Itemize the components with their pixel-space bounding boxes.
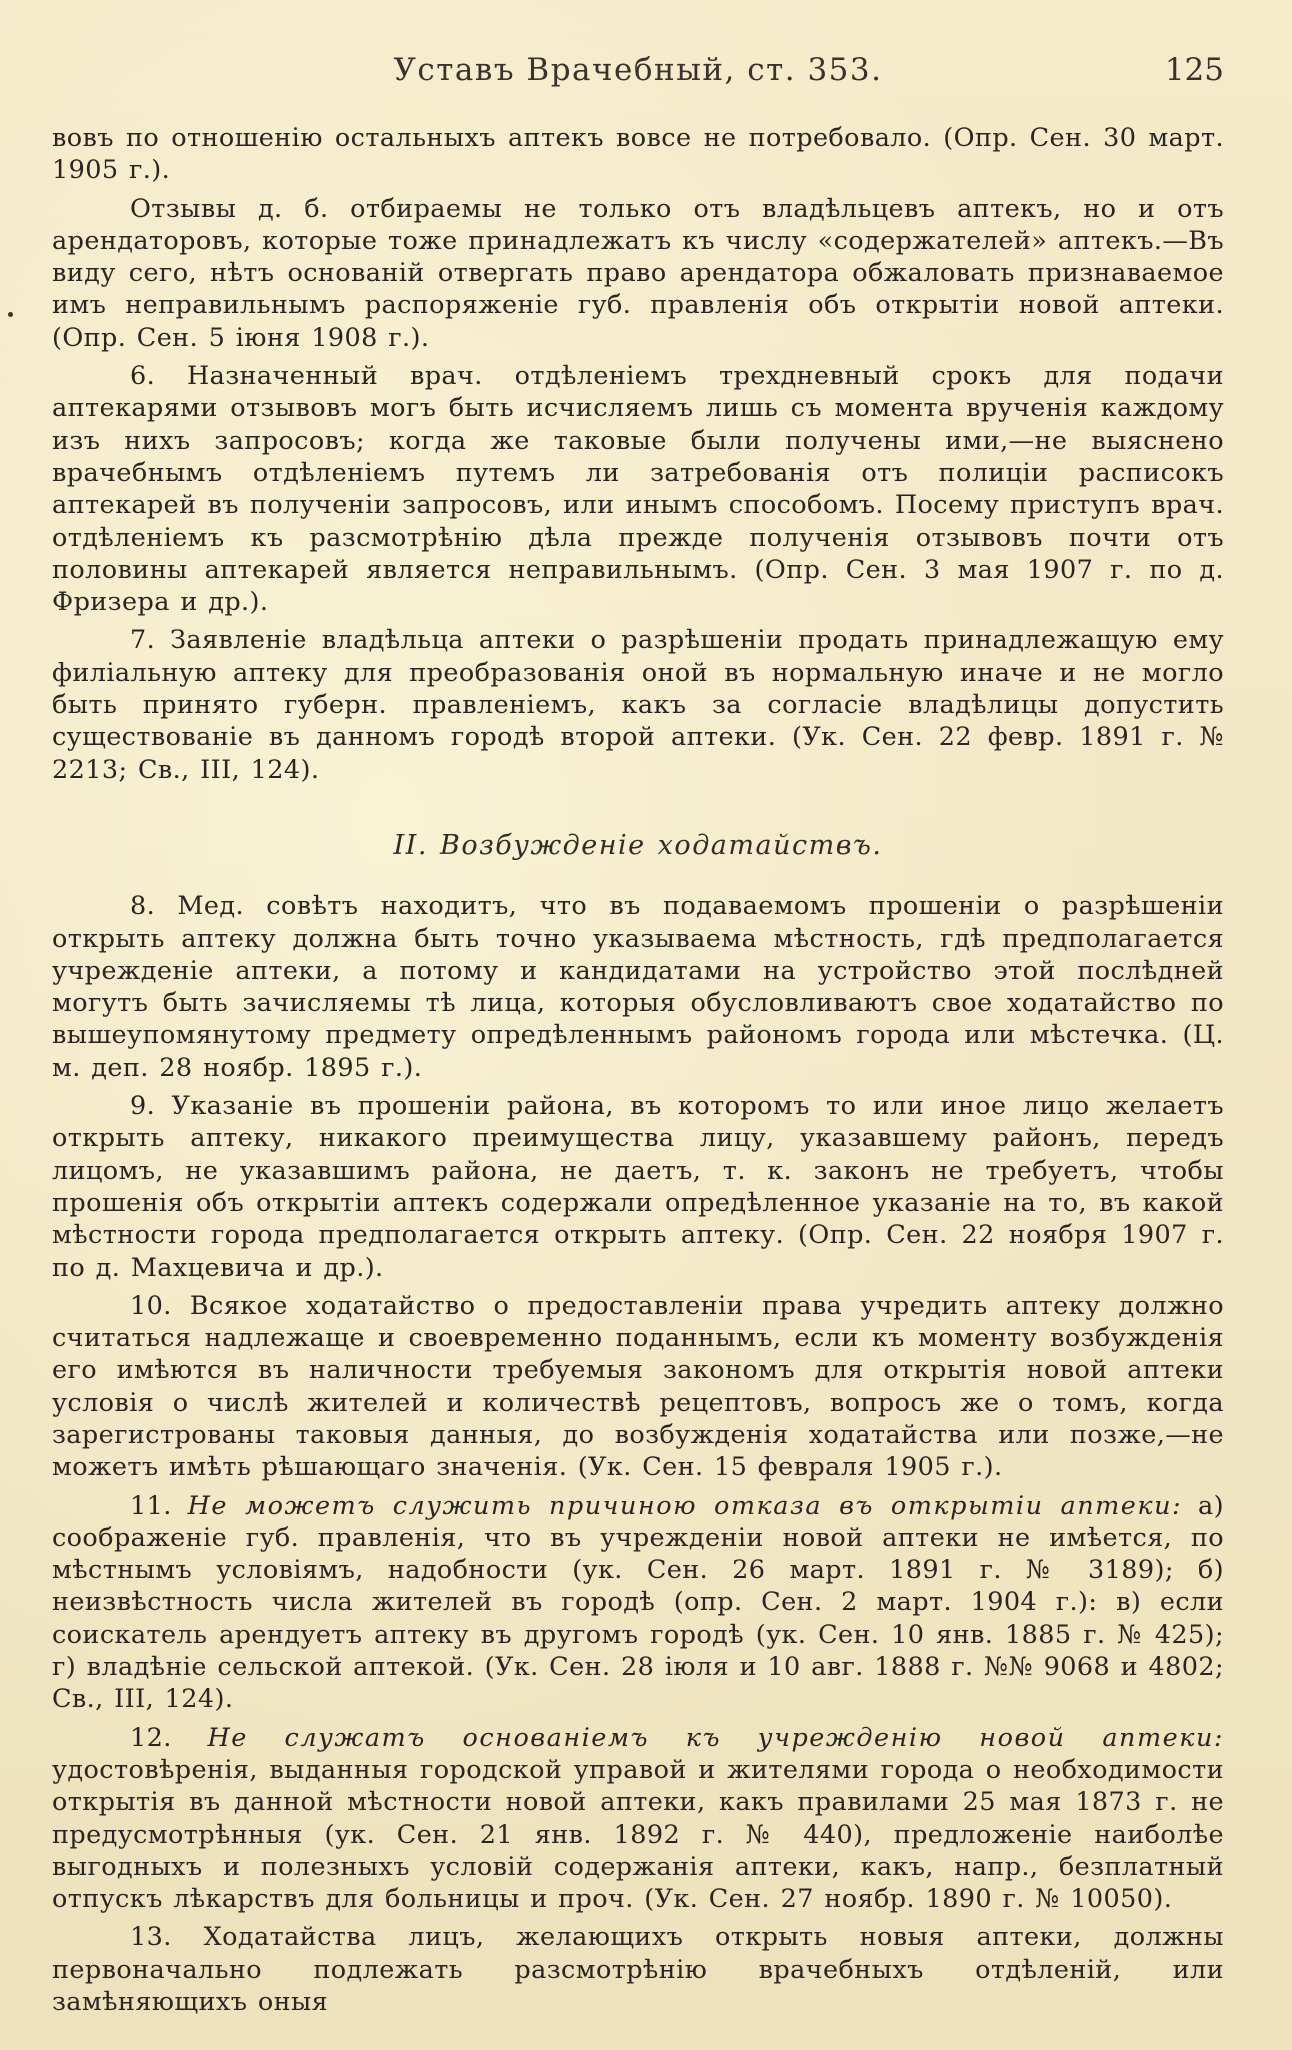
paragraph-reviews: Отзывы д. б. отбираемы не только отъ владѣльцевъ аптекъ, но и отъ арендаторовъ, которые тоже принадлежатъ къ числу «содержателей» аптекъ.—Въ виду сего, нѣтъ основаній отвергать право арендатора обжаловать признаваемое имъ неправильнымъ распоряженіе губ. правленія объ открытіи новой аптеки. (Опр. Сен. 5 іюня 1908 г.). (52, 193, 1224, 353)
paragraph-11-text: а) соображеніе губ. правленія, что въ учрежденіи новой аптеки не имѣется, по мѣстнымъ условіямъ, надобности (ук. Сен. 26 март. 1891 г. № 3189); б) неизвѣстность числа жителей въ городѣ (опр. Сен. 2 март. 1904 г.): в) если соискатель арендуетъ аптеку въ другомъ городѣ (ук. Сен. 10 янв. 1885 г. № 425); г) владѣніе сельской аптекой. (Ук. Сен. 28 іюля и 10 авг. 1888 г. №№ 9068 и 4802; Св., III, 124). (52, 1490, 1224, 1715)
page-body (52, 122, 1224, 2018)
page-header (52, 52, 1224, 104)
paragraph-8: 8. Мед. совѣтъ находитъ, что въ подаваемомъ прошеніи о разрѣшеніи открыть аптеку должна быть точно указываема мѣстность, гдѣ предполагается учрежденіе аптеки, а потому и кандидатами на устройство этой послѣдней могутъ быть зачисляемы тѣ лица, которыя обусловливаютъ свое ходатайство по вышеупомянутому предмету опредѣленнымъ райономъ города или мѣстечка. (Ц. м. деп. 28 ноябр. 1895 г.). (52, 891, 1224, 1083)
paragraph-7: 7. Заявленіе владѣльца аптеки о разрѣшеніи продать принадлежащую ему филіальную аптеку для преобразованія оной въ нормальную иначе и не могло быть принято губерн. правленіемъ, какъ за согласіе владѣлицы допустить существованіе въ данномъ городѣ второй аптеки. (Ук. Сен. 22 февр. 1891 г. № 2213; Св., III, 124). (52, 625, 1224, 785)
paragraph-13: 13. Ходатайства лицъ, желающихъ открыть новыя аптеки, должны первоначально подлежать разсмотрѣнію врачебныхъ отдѣленій, или замѣняющихъ оныя (52, 1922, 1224, 2018)
running-title: Уставъ Врачебный, ст. 353. (393, 52, 883, 88)
paragraph-10: 10. Всякое ходатайство о предоставленіи права учредить аптеку должно считаться надлежаще и своевременно поданнымъ, если къ моменту возбужденія его имѣются въ наличности требуемыя закономъ для открытія новой аптеки условія о числѣ жителей и количествѣ рецептовъ, вопросъ же о томъ, когда зарегистрованы таковыя данныя, до возбужденія ходатайства или позже,—не можетъ имѣть рѣшающаго значенія. (Ук. Сен. 15 февраля 1905 г.). (52, 1290, 1224, 1483)
paragraph-11-emphasis: Не можетъ служить причиною отказа въ открытіи аптеки: (187, 1490, 1183, 1521)
paragraph-12-emphasis: Не служатъ основаніемъ къ учрежденію новой аптеки: (207, 1722, 1224, 1753)
paragraph-6: 6. Назначенный врач. отдѣленіемъ трехдневный срокъ для подачи аптекарями отзывовъ могъ быть исчисляемъ лишь съ момента врученія каждому изъ нихъ запросовъ; когда же таковые были получены ими,—не выяснено врачебнымъ отдѣленіемъ путемъ ли затребованія отъ полиціи расписокъ аптекарей въ полученіи запросовъ, или инымъ способомъ. Посему приступъ врач. отдѣленіемъ къ разсмотрѣнію дѣла прежде полученія отзывовъ почти отъ половины аптекарей является неправильнымъ. (Опр. Сен. 3 мая 1907 г. по д. Фризера и др.). (52, 361, 1224, 618)
paragraph-12-text: удостовѣренія, выданныя городской управой и жителями города о необходимости открытія въ данной мѣстности новой аптеки, какъ правилами 25 мая 1873 г. не предусмотрѣнныя (ук. Сен. 21 янв. 1892 г. № 440), предложеніе наиболѣе выгодныхъ и полезныхъ условій содержанія аптеки, какъ, напр., безплатный отпускъ лѣкарствъ для больницы и проч. (Ук. Сен. 27 ноябр. 1890 г. № 10050). (52, 1754, 1224, 1915)
paragraph-12 (52, 1722, 1224, 1916)
page-number: 125 (1164, 52, 1224, 88)
paragraph-11-number: 11. (130, 1490, 172, 1521)
paragraph-11 (52, 1490, 1224, 1716)
section-heading: II. Возбужденіе ходатайствъ. (393, 829, 883, 861)
margin-dot (8, 312, 13, 317)
paragraph-9: 9. Указаніе въ прошеніи района, въ которомъ то или иное лицо желаетъ открыть аптеку, никакого преимущества лицу, указавшему районъ, передъ лицомъ, не указавшимъ района, не даетъ, т. к. законъ не требуетъ, чтобы прошенія объ открытіи аптекъ содержали опредѣленное указаніе на то, въ какой мѣстности города предполагается открыть аптеку. (Опр. Сен. 22 ноября 1907 г. по д. Махцевича и др.). (52, 1091, 1224, 1283)
paragraph-12-number: 12. (130, 1722, 172, 1753)
paragraph-continuation: вовъ по отношенію остальныхъ аптекъ вовсе не потребовало. (Опр. Сен. 30 март. 1905 г.). (52, 123, 1224, 186)
